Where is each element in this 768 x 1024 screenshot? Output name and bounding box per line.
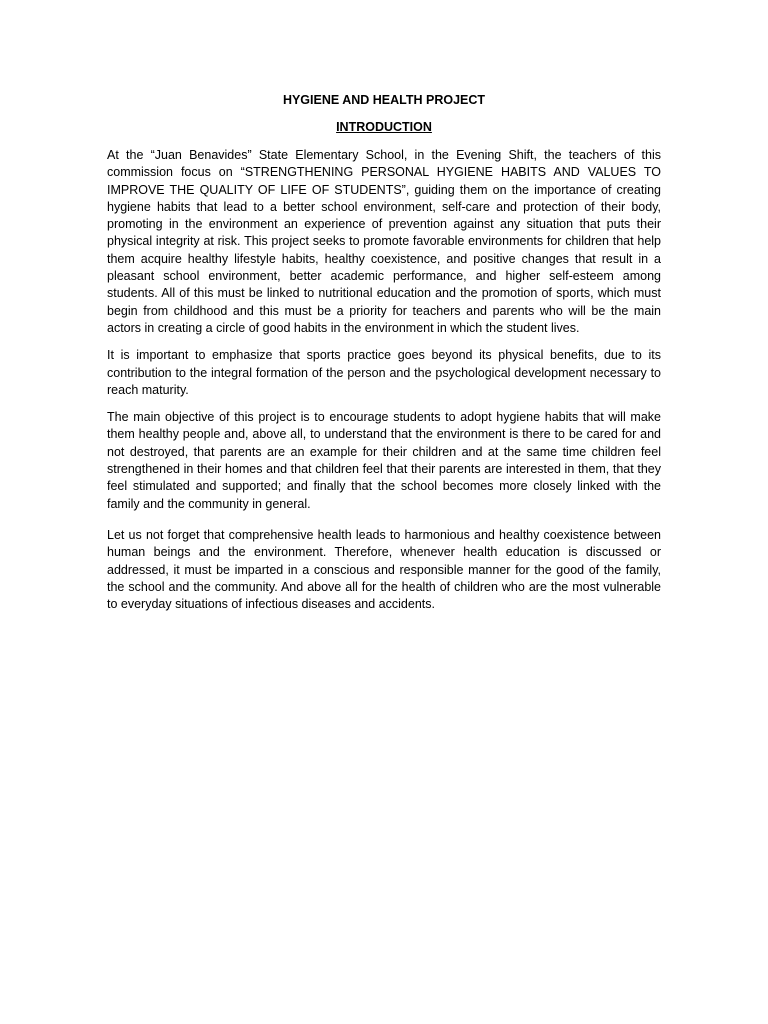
paragraph-4: Let us not forget that comprehensive health leads to harmonious and healthy coexistence between human beings and the environment. Therefore, whenever health education is discussed or addressed, it must be imparted in a conscious and responsible manner for the good of the family, the school and the community. And above all for the health of children who are the most vulnerable to everyday situations of infectious diseases and accidents. [107, 527, 661, 612]
paragraph-2: It is important to emphasize that sports practice goes beyond its physical benefits, due to its contribution to the integral formation of the person and the psychological development necessary to reach maturity. [107, 348, 661, 397]
document-page [107, 92, 661, 623]
document-title: HYGIENE AND HEALTH PROJECT [282, 93, 486, 107]
section-heading-introduction: INTRODUCTION [336, 120, 432, 134]
paragraph-3: The main objective of this project is to encourage students to adopt hygiene habits that will make them healthy people and, above all, to understand that the environment is there to be cared for and not destroyed, that parents are an example for their children and at the same time children feel strengthened in their homes and that children feel that their parents are interested in them, that they feel stimulated and supported; and finally that the school becomes more closely linked with the family and the community in general. [107, 410, 661, 511]
paragraph-1: At the “Juan Benavides” State Elementary School, in the Evening Shift, the teachers of this commission focus on “STRENGTHENING PERSONAL HYGIENE HABITS AND VALUES TO IMPROVE THE QUALITY OF LIFE OF STUDENTS”, guiding them on the importance of creating hygiene habits that lead to a better school environment, self-care and protection of their body, promoting in the environment an experience of prevention against any situation that puts their physical integrity at risk. This project seeks to promote favorable environments for children that help them acquire healthy lifestyle habits, healthy coexistence, and positive changes that result in a pleasant school environment, better academic performance, and higher self-esteem among students. All of this must be linked to nutritional education and the promotion of sports, which must begin from childhood and this must be a priority for teachers and parents who will be the main actors in creating a circle of good habits in the environment in which the student lives. [107, 148, 661, 335]
